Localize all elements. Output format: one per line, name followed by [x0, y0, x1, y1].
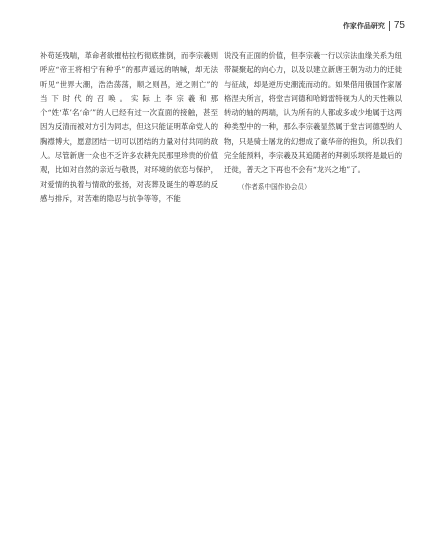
section-label: 作家作品研究 [342, 21, 385, 30]
page-number: 75 [393, 20, 405, 31]
right-column [224, 49, 402, 194]
right-column-text: 说没有正面的价值，但李宗羲一行以宗法血缘关系为纽带凝聚起的向心力，以及以建立新唐王朝为动力的迁徙与征战，却是逆历史潮流而动的。如果借用俄国作家屠格涅夫所言，将堂吉诃德和哈姆雷特视为人的天性赖以转动的轴的两端，认为所有的人都或多或少地属于这两种类型中的一种，那么李宗羲显然属于堂吉诃德型的人物，只是骑士屠龙的幻想成了豪华帝的抱负，所以我们完全能预料，李宗羲及其追随者的拜刺乐坝将是最后的迁徙，普天之下再也不会有“龙兴之地”了。 [224, 51, 402, 175]
left-column-text: 补苟延残喘，革命者欲摧枯拉朽彻底推倒，而李宗羲则呼应“帝王将相宁有种乎”的那声遥远的呐喊，却无法听见“世界大潮，浩浩荡荡，顺之则昌，逆之则亡”的当下时代的召唤。实际上李宗羲和那个“姓‘革’名‘命’”的人已经有过一次直面的接触，甚至因为反清而被对方引为同志，但这只能证明革命党人的胸襟博大，愿意团结一切可以团结的力量对付共同的敌人。尽管新唐一众也不乏许多农耕先民那里珍贵的价值观，比如对自然的亲近与敬畏，对环境的依恋与保护，对爱情的执着与情欲的张扬，对丧葬及诞生的尊恶的反感与排斥，对苦难的隐忍与抗争等等，不能 [40, 51, 218, 203]
author-note: （作者系中国作协会员） [238, 182, 311, 191]
left-column [40, 49, 218, 206]
header-divider [389, 21, 390, 31]
running-header [343, 20, 405, 31]
